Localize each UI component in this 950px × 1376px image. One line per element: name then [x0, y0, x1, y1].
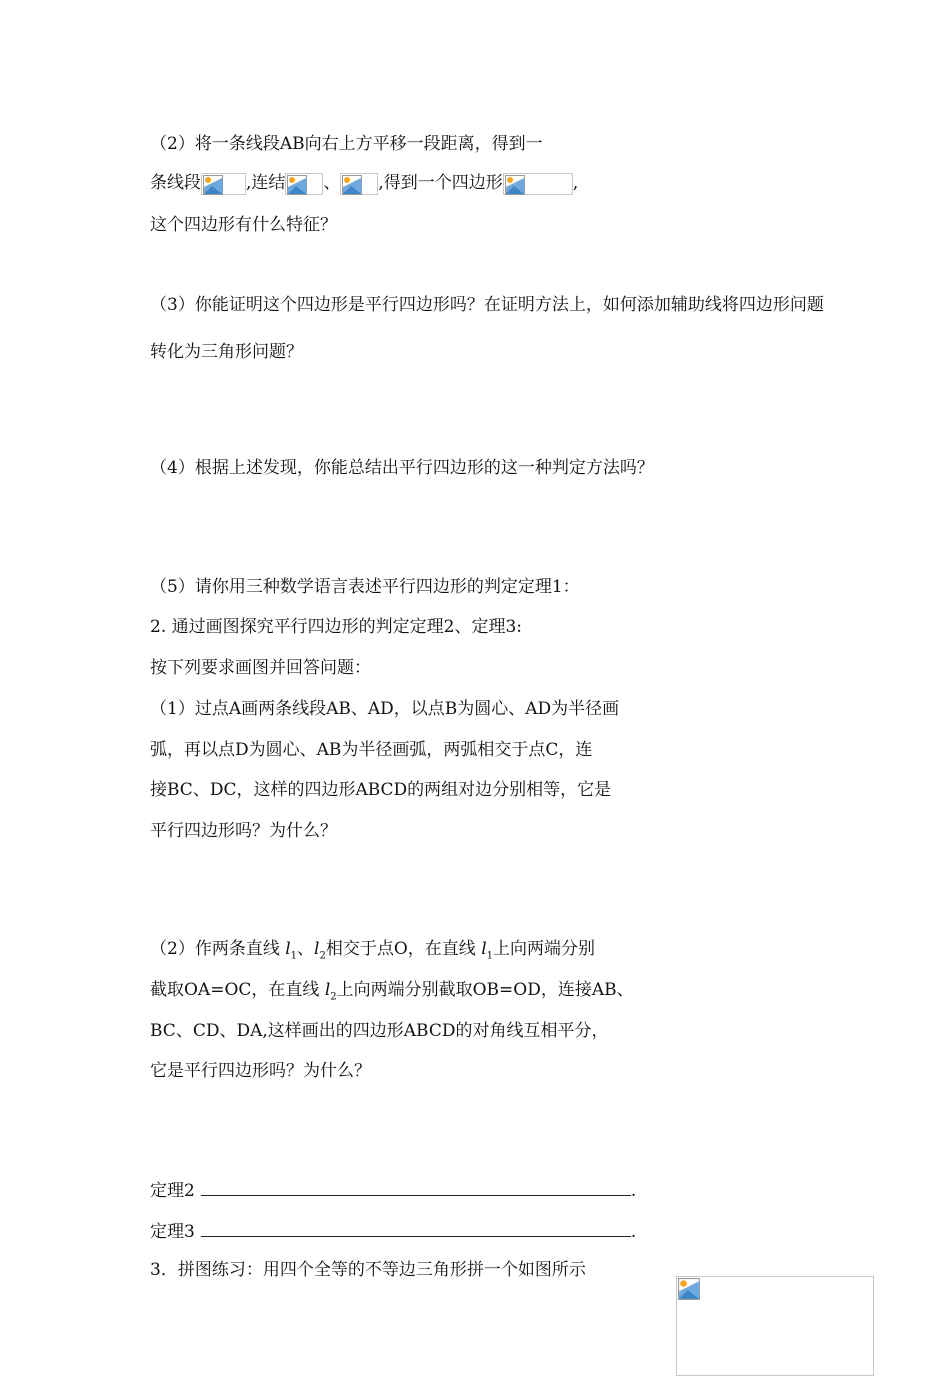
theorem2-blank[interactable]	[201, 1177, 631, 1196]
q5-text: （5）请你用三种数学语言表述平行四边形的判定定理1：	[150, 577, 580, 597]
s2p2-line1: （2）作两条直线 $l_1$、$l_2$相交于点O，在直线 $l_1$上向两端分别	[150, 939, 596, 962]
q3-line1: （3）你能证明这个四边形是平行四边形吗？在证明方法上，如何添加辅助线将四边形问题	[150, 295, 824, 315]
theorem3-line: 定理3 .	[150, 1218, 636, 1244]
q4-text: （4）根据上述发现，你能总结出平行四边形的这一种判定方法吗？	[150, 458, 654, 478]
s2p1-line3: 接BC、DC，这样的四边形ABCD的两组对边分别相等，它是	[150, 780, 612, 800]
theorem3-label: 定理3	[150, 1222, 195, 1242]
image-placeholder-icon	[342, 175, 362, 195]
segment-image	[201, 173, 246, 195]
s2p2-line2: 截取OA=OC，在直线 $l_2$上向两端分别截取OB=OD，连接AB、	[150, 980, 634, 1003]
image-placeholder-icon	[505, 175, 525, 195]
s2p1-line2: 弧，再以点D为圆心、AB为半径画弧，两弧相交于点C，连	[150, 740, 593, 760]
quadrilateral-image	[503, 173, 573, 195]
s2p1-line1: （1）过点A画两条线段AB、AD，以点B为圆心、AD为半径画	[150, 699, 620, 719]
s2p2-line3: BC、CD、DA,这样画出的四边形ABCD的对角线互相平分，	[150, 1021, 609, 1041]
image-placeholder-icon	[287, 175, 307, 195]
theorem2-line: 定理2 .	[150, 1177, 636, 1203]
s2p1-line4: 平行四边形吗？为什么？	[150, 821, 337, 841]
puzzle-figure-image	[676, 1276, 874, 1376]
image-placeholder-icon	[203, 175, 223, 195]
theorem3-blank[interactable]	[201, 1218, 631, 1237]
segment-image	[340, 173, 378, 195]
q3-line2: 转化为三角形问题？	[150, 342, 303, 362]
segment-image	[285, 173, 323, 195]
s2p2-line4: 它是平行四边形吗？为什么？	[150, 1061, 371, 1081]
q2-line1: （2）将一条线段AB向右上方平移一段距离，得到一	[150, 134, 543, 154]
section3-text: 3．拼图练习：用四个全等的不等边三角形拼一个如图所示	[150, 1260, 586, 1280]
section2-title: 2. 通过画图探究平行四边形的判定定理2、定理3:	[150, 617, 522, 637]
section2-instruction: 按下列要求画图并回答问题：	[150, 658, 371, 678]
q2-line2: 条线段 ,连结 、 ,得到一个四边形 ,	[150, 173, 579, 193]
image-placeholder-icon	[678, 1278, 700, 1300]
q2-line3: 这个四边形有什么特征？	[150, 215, 337, 235]
theorem2-label: 定理2	[150, 1181, 195, 1201]
